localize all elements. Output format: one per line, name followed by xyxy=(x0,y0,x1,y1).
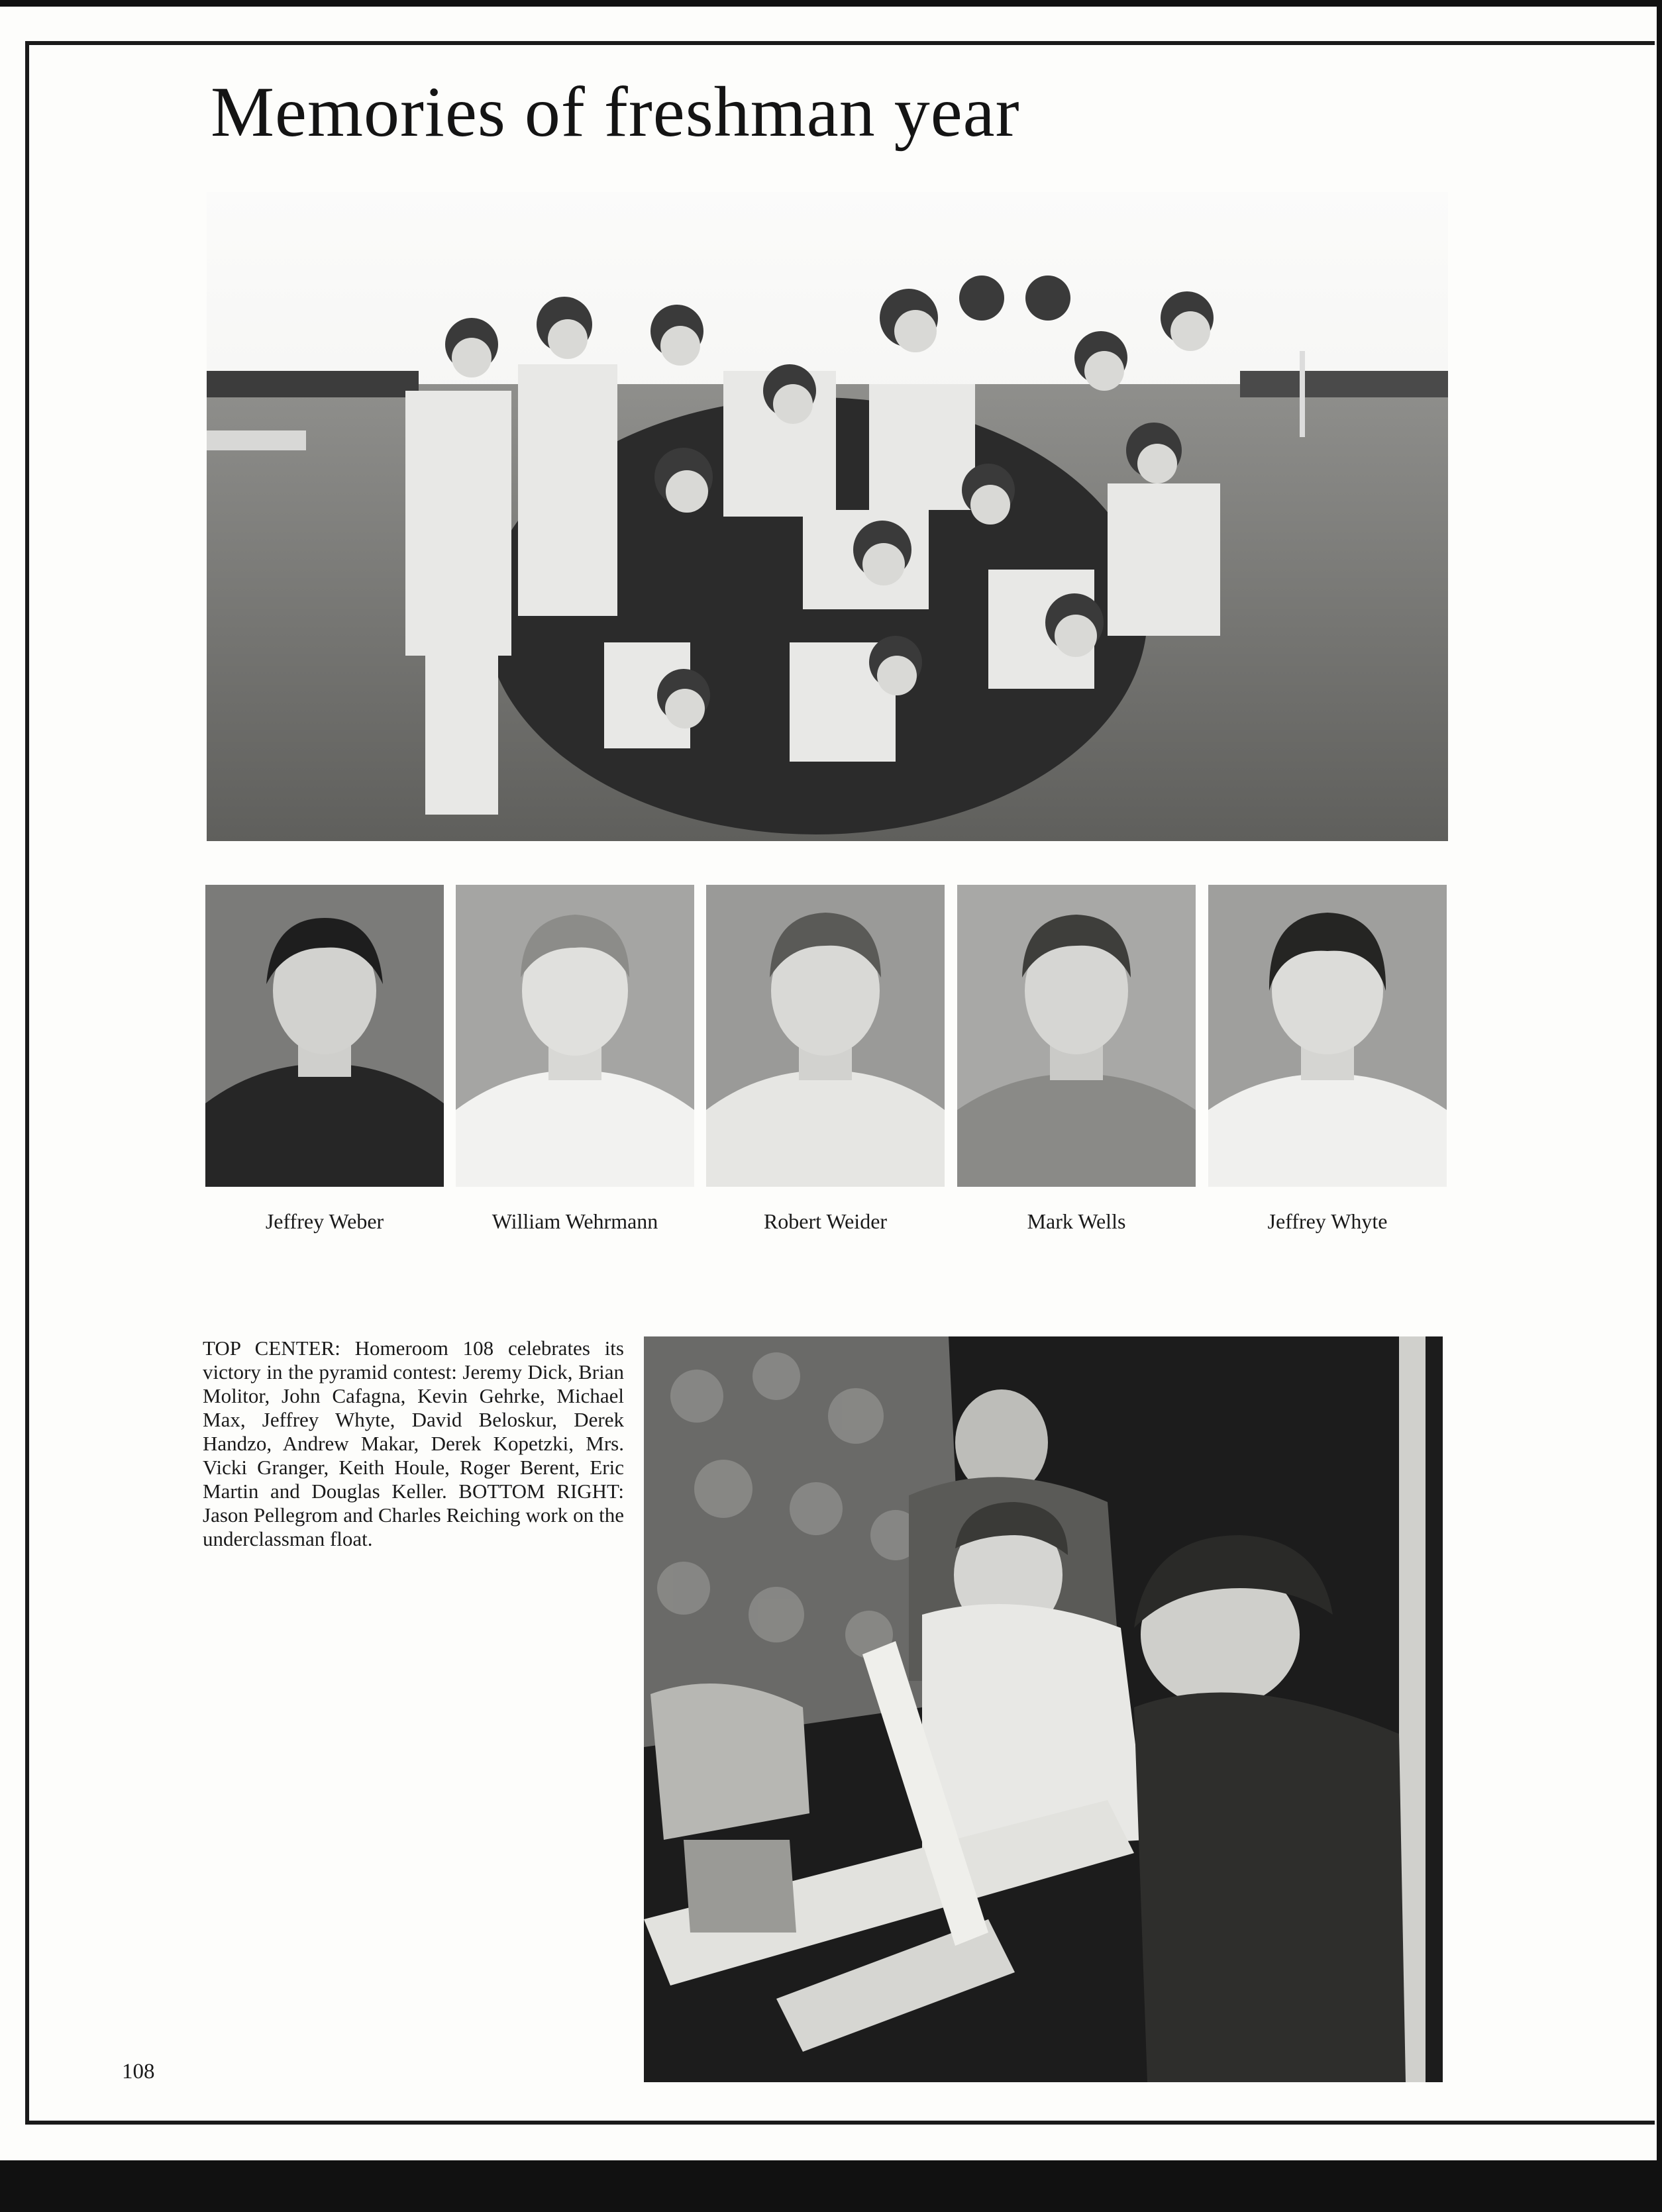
portrait-name: Mark Wells xyxy=(1027,1209,1126,1233)
page-title: Memories of freshman year xyxy=(211,73,1020,152)
portrait-photo-wells xyxy=(957,885,1196,1187)
page-number: 108 xyxy=(122,2060,155,2084)
portrait-photo-weber xyxy=(205,885,444,1187)
portrait-photo-whyte xyxy=(1208,885,1447,1187)
portrait-photo-wehrmann xyxy=(456,885,694,1187)
scan-border-top xyxy=(0,0,1662,7)
photo-caption: TOP CENTER: Homeroom 108 celebrates its victory in the pyramid contest: Jeremy Dick, Brian Molitor, John Cafagna, Kevin Gehrke, Michael Max, Jeffrey Whyte, David Beloskur, Derek Handzo, Andrew Makar, Derek Kopetzki, Mrs. Vicki Granger, Keith Houle, Roger Berent, Eric Martin and Douglas Keller. BOTTOM RIGHT: Jason Pellegrom and Charles Reiching work on the underclassman float. xyxy=(203,1336,624,1550)
portrait-name: Robert Weider xyxy=(763,1209,888,1233)
portrait-name: Jeffrey Weber xyxy=(265,1209,384,1233)
scan-border-bottom xyxy=(0,2160,1662,2212)
scan-border-right xyxy=(1657,0,1662,2212)
float-building-photo xyxy=(644,1336,1443,2082)
portrait-photo-weider xyxy=(706,885,945,1187)
group-photo xyxy=(207,192,1448,841)
portrait-name: William Wehrmann xyxy=(492,1209,658,1233)
portrait-name: Jeffrey Whyte xyxy=(1267,1209,1388,1233)
